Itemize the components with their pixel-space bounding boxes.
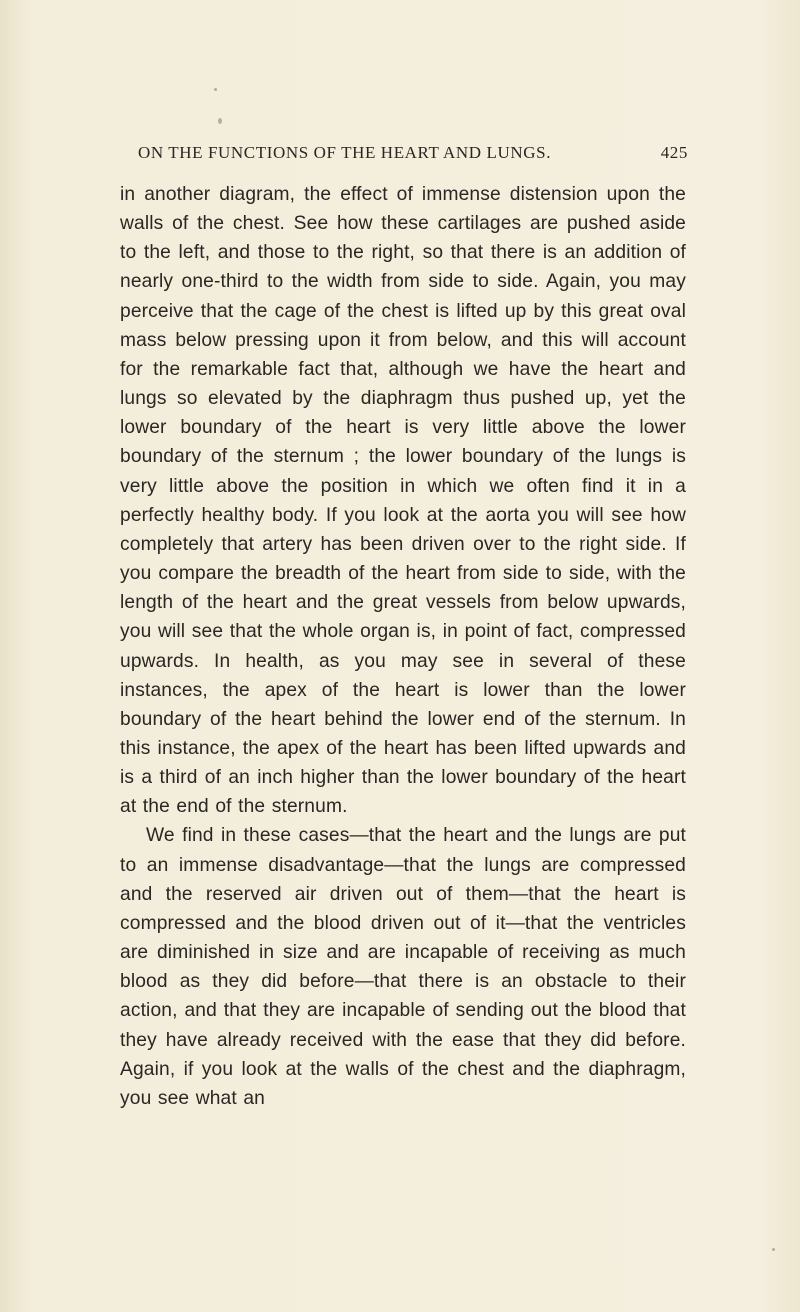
running-header (138, 143, 688, 167)
paper-speck (218, 118, 222, 124)
body-text (120, 180, 686, 1113)
paper-speck (214, 88, 217, 91)
paragraph-continued: in another diagram, the effect of immense distension upon the walls of the chest. See how these cartilages are pushed aside to the left, and those to the right, so that there is an addition of nearly one-third to the width from side to side. Again, you may perceive that the cage of the chest is lifted up by this great oval mass below pressing upon it from below, and this will account for the remarkable fact that, although we have the heart and lungs so elevated by the diaphragm thus pushed up, yet the lower boundary of the heart is very little above the lower boundary of the sternum ; the lower boundary of the lungs is very little above the position in which we often find it in a perfectly healthy body. If you look at the aorta you will see how completely that artery has been driven over to the right side. If you compare the breadth of the heart from side to side, with the length of the heart and the great vessels from below upwards, you will see that the whole organ is, in point of fact, compressed upwards. In health, as you may see in several of these instances, the apex of the heart is lower than the lower boundary of the heart behind the lower end of the sternum. In this instance, the apex of the heart has been lifted upwards and is a third of an inch higher than the lower boundary of the heart at the end of the sternum. (120, 184, 686, 818)
paragraph: We find in these cases—that the heart and the lungs are put to an immense disadvantage—that the lungs are compressed and the reserved air driven out of them—that the heart is compressed and the blood driven out of it—that the ventricles are diminished in size and are incapable of receiving as much blood as they did before—that there is an obstacle to their action, and that they are incapable of sending out the blood that they have already received with the ease that they did before. Again, if you look at the walls of the chest and the diaphragm, you see what an (120, 825, 686, 1109)
running-title: ON THE FUNCTIONS OF THE HEART AND LUNGS. (138, 143, 552, 162)
page-number: 425 (660, 143, 688, 162)
paper-speck (772, 1248, 775, 1251)
